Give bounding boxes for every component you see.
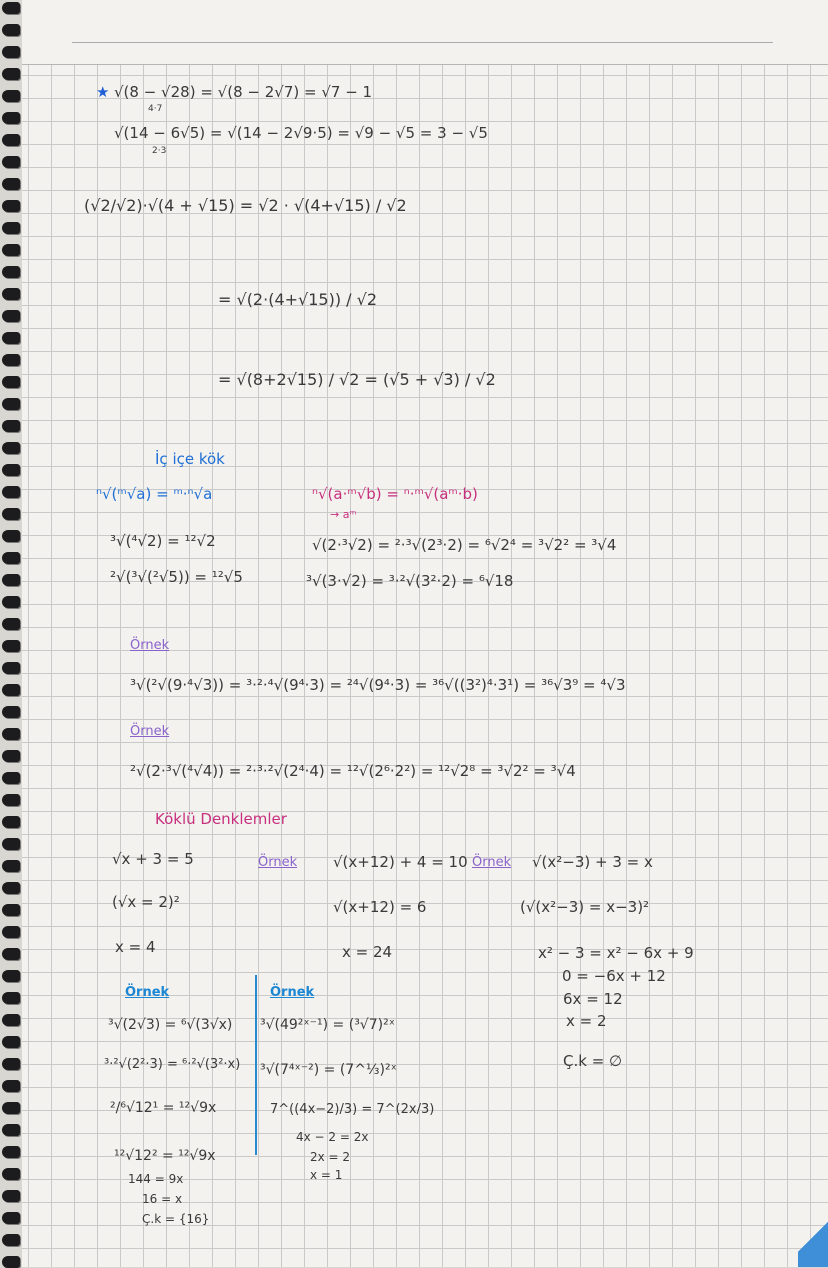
equation-line: x² − 3 = x² − 6x + 9 [538,944,694,962]
spiral-ring [2,46,20,58]
spiral-ring [2,1058,20,1070]
spiral-ring [2,90,20,102]
equation-line: ³·²√(2²·3) = ⁶·²√(3²·x) [104,1057,241,1072]
equation-line: x = 24 [342,943,393,961]
spiral-ring [2,354,20,366]
spiral-ring [2,156,20,168]
example-label: Örnek [258,855,298,870]
spiral-ring [2,178,20,190]
spiral-ring [2,728,20,740]
spiral-ring [2,1168,20,1180]
example-line: ²√(2·³√(⁴√4)) = ²·³·²√(2⁴·4) = ¹²√(2⁶·2²) = ¹²√2⁸ = ³√2² = ³√4 [130,762,576,780]
spiral-ring [2,684,20,696]
equation-line: ³√(2√3) = ⁶√(3√x) [108,1017,233,1033]
example-line: √(2·³√2) = ²·³√(2³·2) = ⁶√2⁴ = ³√2² = ³√4 [312,536,617,554]
spiral-ring [2,530,20,542]
equation-line: 4x − 2 = 2x [296,1130,369,1144]
spiral-ring [2,310,20,322]
spiral-ring [2,816,20,828]
spiral-ring [2,24,20,36]
spiral-ring [2,398,20,410]
example-label: Örnek [472,855,512,870]
example-label: Örnek [125,985,170,1000]
equation-line: x = 4 [115,938,156,956]
spiral-ring [2,1212,20,1224]
spiral-ring [2,288,20,300]
spiral-ring [2,376,20,388]
spiral-binding [0,0,24,1267]
grid-paper [22,0,828,1267]
example-line: ³√(⁴√2) = ¹²√2 [110,532,216,550]
rule-right: ⁿ√(a·ᵐ√b) = ⁿ·ᵐ√(aᵐ·b) [312,485,478,503]
example-line: ²√(³√(²√5)) = ¹²√5 [110,568,243,586]
example-line: ³√(3·√2) = ³·²√(3²·2) = ⁶√18 [306,572,514,590]
spiral-ring [2,68,20,80]
spiral-ring [2,794,20,806]
equation-line: x = 1 [310,1168,343,1182]
equation-line: √x + 3 = 5 [112,850,194,868]
spiral-ring [2,486,20,498]
spiral-ring [2,640,20,652]
spiral-ring [2,750,20,762]
spiral-ring [2,926,20,938]
spiral-ring [2,860,20,872]
equation-line: ³√(49²ˣ⁻¹) = (³√7)²ˣ [260,1017,395,1033]
spiral-ring [2,882,20,894]
spiral-ring [2,112,20,124]
equation-line: 0 = −6x + 12 [562,967,666,985]
equation-line: Ç.k = {16} [142,1212,210,1226]
spiral-ring [2,772,20,784]
example-label: Örnek [270,985,315,1000]
note: 4·7 [148,104,163,114]
spiral-ring [2,1014,20,1026]
rule-note: → aᵐ [330,508,357,521]
spiral-ring [2,464,20,476]
spiral-ring [2,1124,20,1136]
section-title: İç içe kök [155,450,225,468]
spiral-ring [2,2,20,14]
page-header-band [22,0,828,65]
spiral-ring [2,508,20,520]
spiral-ring [2,134,20,146]
equation-line: x = 2 [566,1012,607,1030]
equation-line: ³√(7⁴ˣ⁻²) = (7^⅓)²ˣ [260,1062,397,1078]
spiral-ring [2,1102,20,1114]
column-divider [255,975,257,1155]
spiral-ring [2,222,20,234]
spiral-ring [2,948,20,960]
star-marker: ★ [96,83,110,101]
equation-line: √(x+12) + 4 = 10 [333,853,468,871]
equation-line: = √(2·(4+√15)) / √2 [218,290,377,309]
equation-line: (√x = 2)² [112,893,180,911]
equation-line: = √(8+2√15) / √2 = (√5 + √3) / √2 [218,370,496,389]
equation-line: √(8 − √28) = √(8 − 2√7) = √7 − 1 [114,83,373,101]
equation-line: √(x²−3) + 3 = x [532,853,653,871]
equation-line: (√2/√2)·√(4 + √15) = √2 · √(4+√15) / √2 [84,196,407,215]
spiral-ring [2,420,20,432]
section-title: Köklü Denklemler [155,810,287,828]
equation-line: Ç.k = ∅ [563,1052,623,1070]
equation-line: √(x+12) = 6 [333,898,427,916]
example-label: Örnek [130,724,170,739]
spiral-ring [2,1080,20,1092]
equation-line: ²/⁶√12¹ = ¹²√9x [110,1100,217,1116]
spiral-ring [2,552,20,564]
spiral-ring [2,618,20,630]
spiral-ring [2,1146,20,1158]
spiral-ring [2,838,20,850]
spiral-ring [2,596,20,608]
example-line: ³√(²√(9·⁴√3)) = ³·²·⁴√(9⁴·3) = ²⁴√(9⁴·3) = ³⁶√((3²)⁴·3¹) = ³⁶√3⁹ = ⁴√3 [130,676,626,694]
spiral-ring [2,706,20,718]
spiral-ring [2,574,20,586]
equation-line: 16 = x [142,1192,183,1206]
equation-line: (√(x²−3) = x−3)² [520,898,650,916]
spiral-ring [2,904,20,916]
equation-line: 7^((4x−2)/3) = 7^(2x/3) [270,1102,435,1117]
equation-line: ¹²√12² = ¹²√9x [114,1148,216,1164]
note: 2·3 [152,146,167,156]
spiral-ring [2,970,20,982]
spiral-ring [2,1036,20,1048]
spiral-ring [2,332,20,344]
equation-line: √(14 − 6√5) = √(14 − 2√9·5) = √9 − √5 = 3 − √5 [114,124,488,142]
rule-left: ⁿ√(ᵐ√a) = ᵐ·ⁿ√a [96,485,213,503]
spiral-ring [2,200,20,212]
equation-line: 6x = 12 [563,990,623,1008]
equation-line: 2x = 2 [310,1150,351,1164]
spiral-ring [2,1234,20,1246]
spiral-ring [2,1190,20,1202]
spiral-ring [2,442,20,454]
spiral-ring [2,1256,20,1268]
spiral-ring [2,266,20,278]
page-corner [798,1207,828,1267]
spiral-ring [2,662,20,674]
equation-line: 144 = 9x [128,1172,184,1186]
example-label: Örnek [130,638,170,653]
spiral-ring [2,244,20,256]
spiral-ring [2,992,20,1004]
